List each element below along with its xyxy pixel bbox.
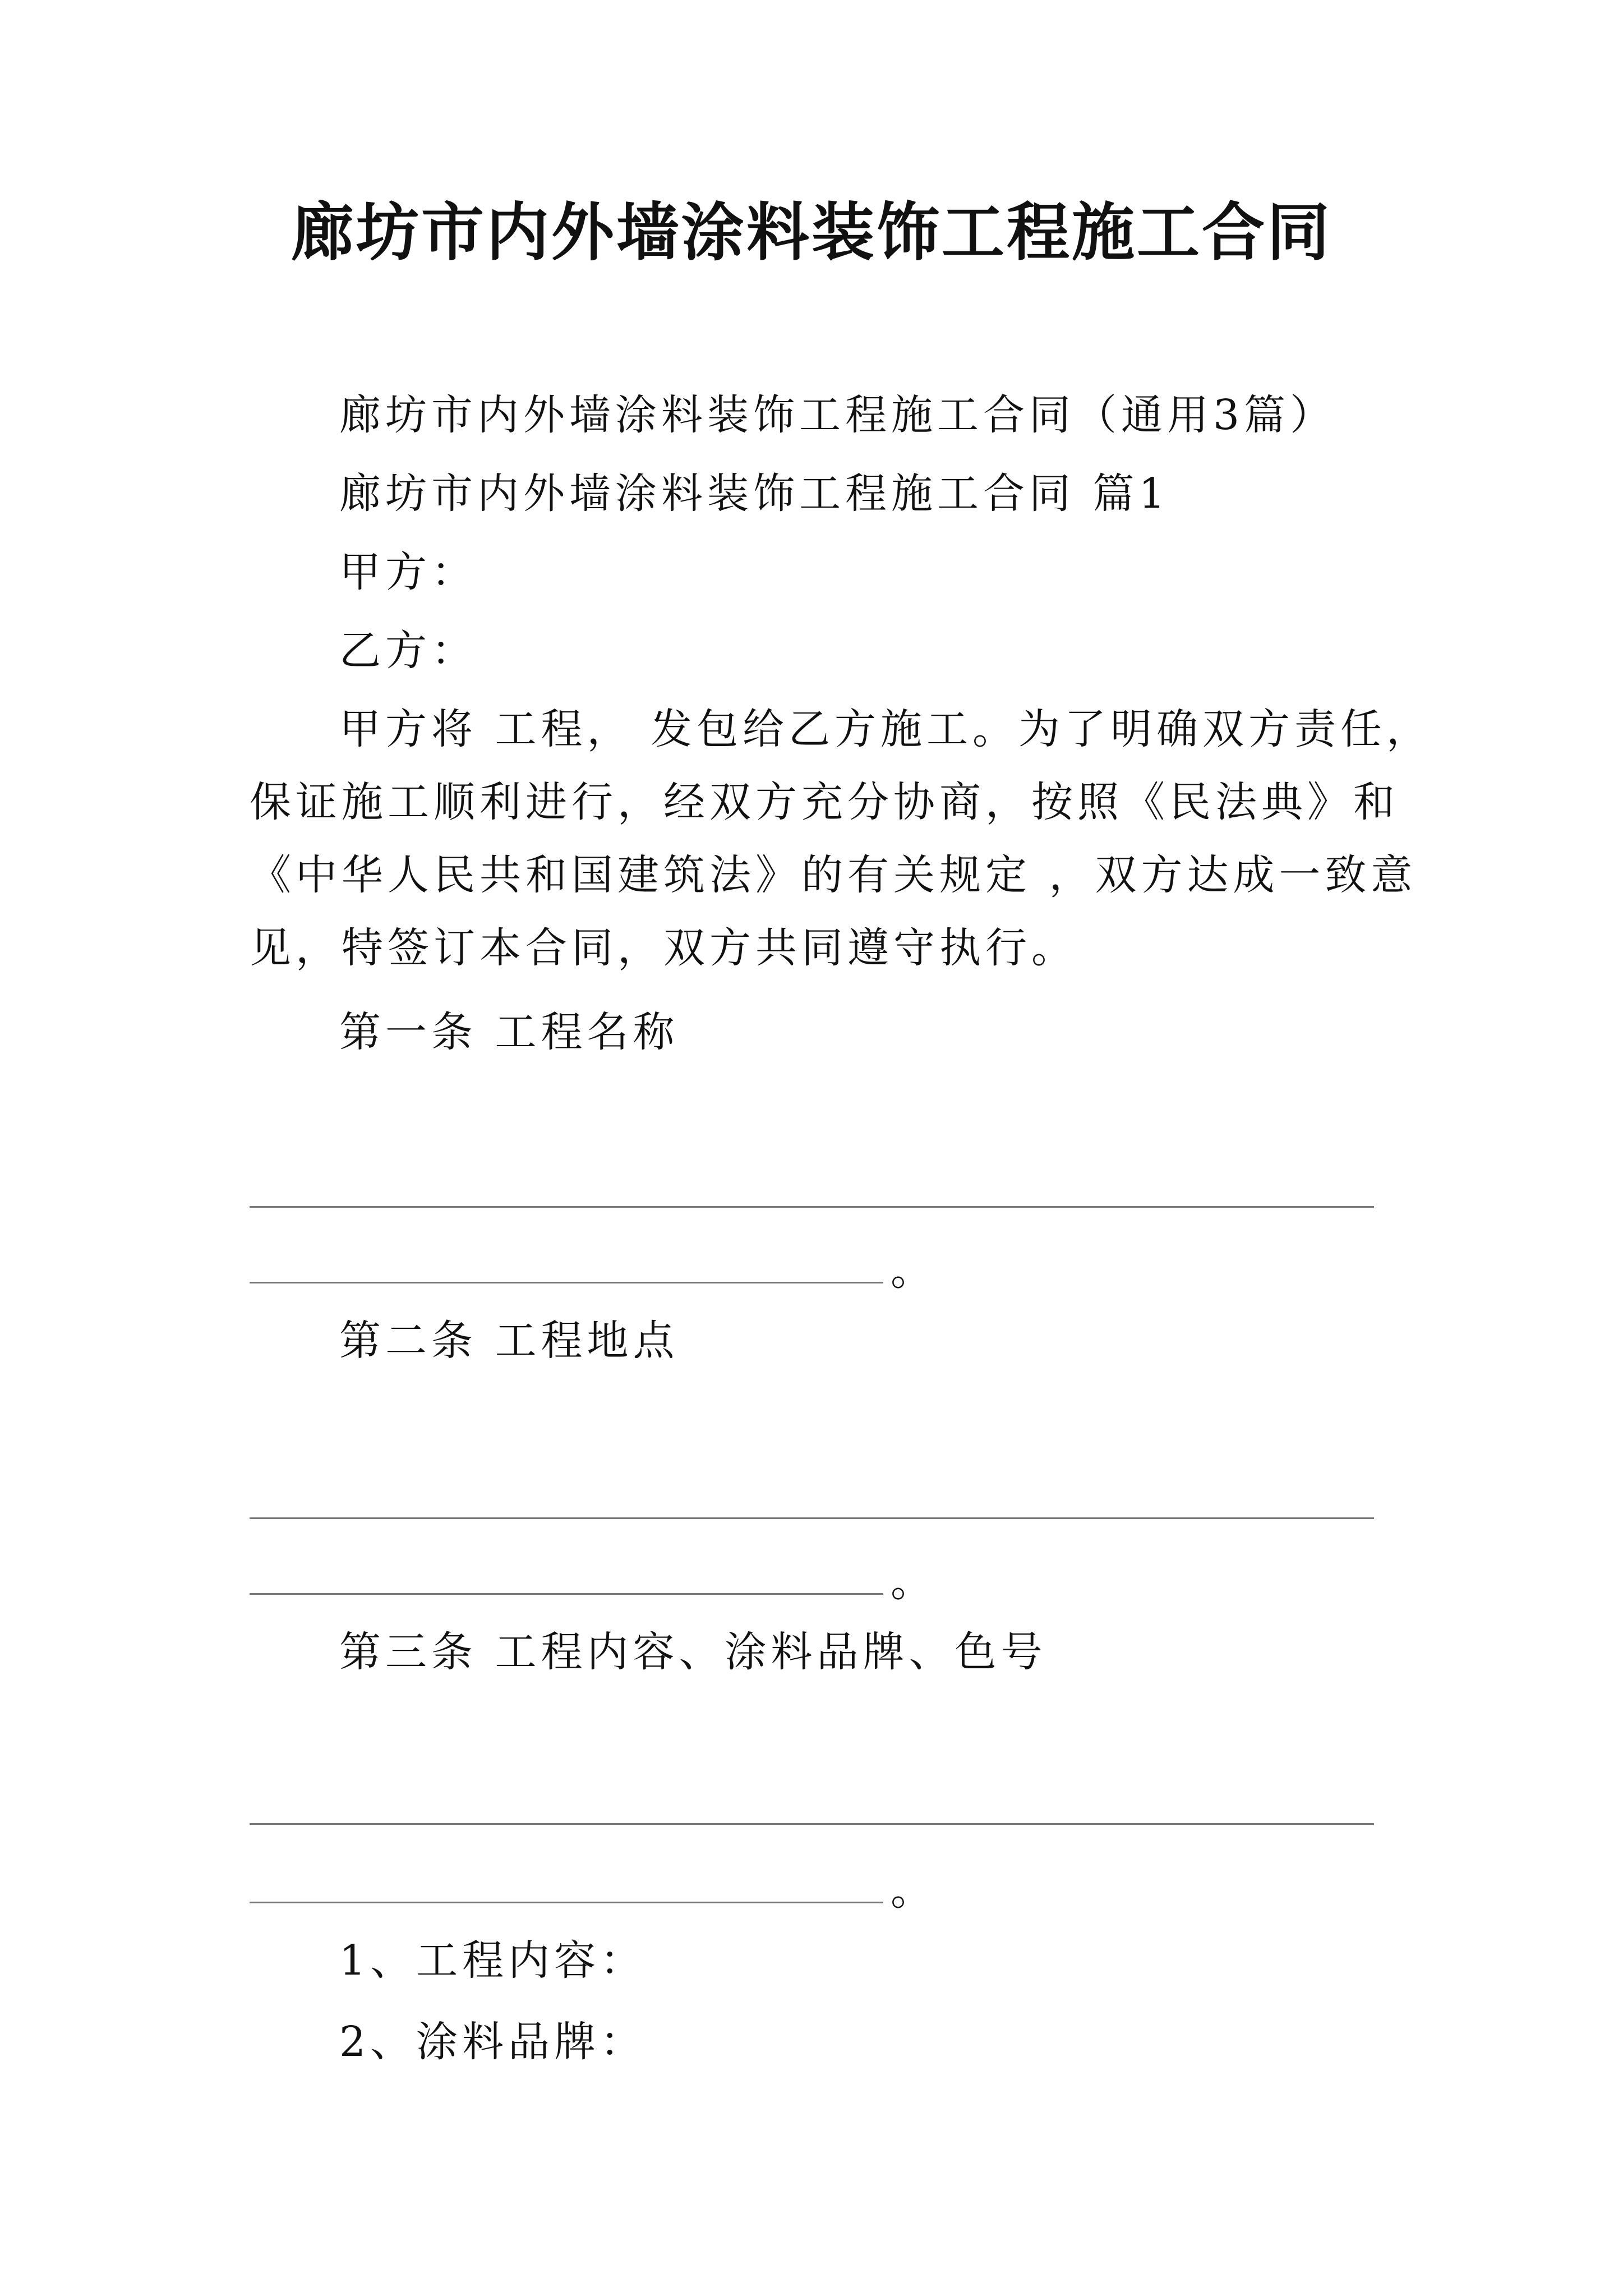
- article-heading: 第一条 工程名称: [339, 1008, 679, 1056]
- list-item: 2、涂料品牌：: [339, 2018, 647, 2066]
- fill-in-blank-line: [250, 1593, 883, 1595]
- list-item: 1、工程内容：: [339, 1936, 647, 1985]
- end-period: 。: [891, 1558, 932, 1606]
- fill-in-blank-line: [250, 1902, 883, 1903]
- party-b-label: 乙方：: [339, 627, 477, 675]
- intro-paragraph-line: 见，特签订本合同，双方共同遵守执行。: [250, 924, 1077, 972]
- intro-paragraph-line: 《中华人民共和国建筑法》的有关规定 ，双方达成一致意: [250, 851, 1417, 899]
- fill-in-blank-line: [250, 1282, 883, 1283]
- end-period: 。: [891, 1246, 932, 1295]
- article-heading: 第三条 工程内容、涂料品牌、色号: [339, 1628, 1047, 1676]
- document-subtitle: 廊坊市内外墙涂料装饰工程施工合同（通用3篇）: [339, 391, 1336, 439]
- intro-paragraph-line: 甲方将 工程， 发包给乙方施工。为了明确双方责任，: [339, 705, 1433, 753]
- fill-in-blank-line: [250, 1517, 1374, 1519]
- intro-paragraph-line: 保证施工顺利进行，经双方充分协商，按照《民法典》和: [250, 778, 1399, 826]
- document-title: 廊坊市内外墙涂料装饰工程施工合同: [291, 196, 1332, 269]
- part-heading: 廊坊市内外墙涂料装饰工程施工合同 篇1: [339, 470, 1170, 518]
- party-a-label: 甲方：: [339, 548, 477, 596]
- fill-in-blank-line: [250, 1823, 1374, 1825]
- end-period: 。: [891, 1866, 932, 1915]
- article-heading: 第二条 工程地点: [339, 1317, 679, 1365]
- fill-in-blank-line: [250, 1206, 1374, 1208]
